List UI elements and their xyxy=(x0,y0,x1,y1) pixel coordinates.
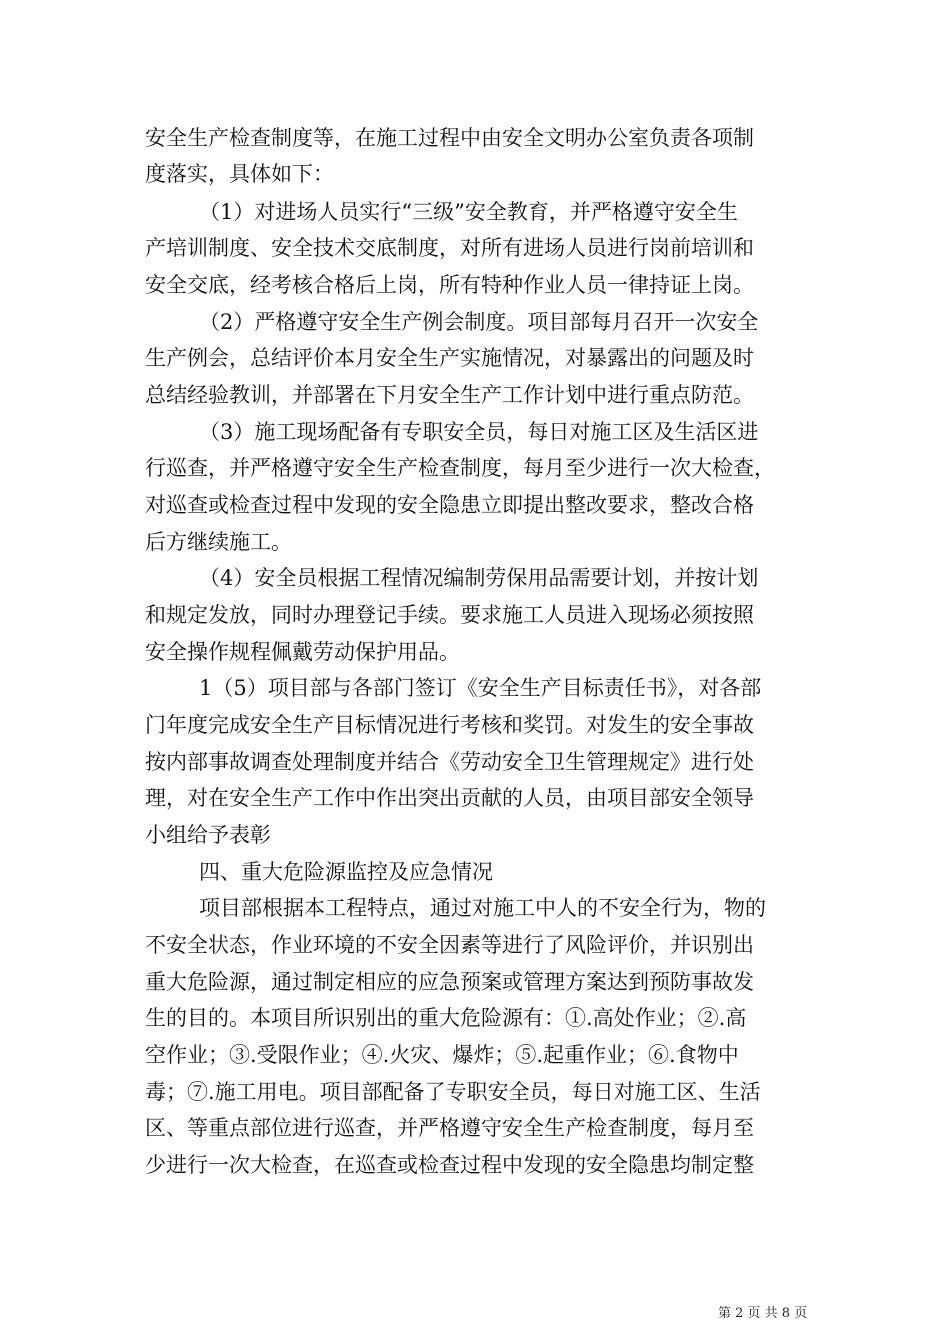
body-line: 门年度完成安全生产目标情况进行考核和奖罚。对发生的安全事故 xyxy=(145,713,754,737)
body-line: 安全生产检查制度等，在施工过程中由安全文明办公室负责各项制 xyxy=(145,126,754,150)
body-line: 重大危险源，通过制定相应的应急预案或管理方案达到预防事故发 xyxy=(145,970,754,994)
body-line: 1（5）项目部与各部门签订《安全生产目标责任书》，对各部 xyxy=(199,676,762,700)
body-line: 生产例会，总结评价本月安全生产实施情况，对暴露出的问题及时 xyxy=(145,346,754,370)
body-line: 度落实，具体如下： xyxy=(145,162,334,186)
body-line: 空作业；③.受限作业；④.火灾、爆炸；⑤.起重作业；⑥.食物中 xyxy=(145,1043,739,1067)
body-line: （2）严格遵守安全生产例会制度。项目部每月召开一次安全 xyxy=(199,310,759,334)
body-line: 总结经验教训，并部署在下月安全生产工作计划中进行重点防范。 xyxy=(145,383,754,407)
body-line: 安全操作规程佩戴劳动保护用品。 xyxy=(145,640,460,664)
body-line: 小组给予表彰 xyxy=(145,823,271,847)
body-line: 生的目的。本项目所识别出的重大危险源有：①.高处作业；②.高 xyxy=(145,1006,747,1030)
body-line: 理，对在安全生产工作中作出突出贡献的人员，由项目部安全领导 xyxy=(145,786,754,810)
body-line: （4）安全员根据工程情况编制劳保用品需要计划，并按计划 xyxy=(199,566,759,590)
body-line: （3）施工现场配备有专职安全员，每日对施工区及生活区进 xyxy=(199,420,759,444)
section-heading: 四、重大危险源监控及应急情况 xyxy=(199,860,493,884)
body-line: 少进行一次大检查，在巡查或检查过程中发现的安全隐患均制定整 xyxy=(145,1153,754,1177)
body-line: 对巡查或检查过程中发现的安全隐患立即提出整改要求，整改合格 xyxy=(145,493,754,517)
body-line: 区、等重点部位进行巡查，并严格遵守安全生产检查制度，每月至 xyxy=(145,1116,754,1140)
body-line: 行巡查，并严格遵守安全生产检查制度，每月至少进行一次大检查， xyxy=(145,456,775,480)
body-line: （1）对进场人员实行“三级”安全教育，并严格遵守安全生 xyxy=(199,200,738,224)
body-line: 产培训制度、安全技术交底制度，对所有进场人员进行岗前培训和 xyxy=(145,236,754,260)
body-line: 按内部事故调查处理制度并结合《劳动安全卫生管理规定》进行处 xyxy=(145,750,754,774)
body-line: 不安全状态，作业环境的不安全因素等进行了风险评价，并识别出 xyxy=(145,933,754,957)
body-line: 安全交底，经考核合格后上岗，所有特种作业人员一律持证上岗。 xyxy=(145,273,754,297)
body-line: 毒；⑦.施工用电。项目部配备了专职安全员，每日对施工区、生活 xyxy=(145,1080,761,1104)
body-line: 后方继续施工。 xyxy=(145,530,292,554)
page-number-footer: 第 2 页 共 8 页 xyxy=(718,1306,808,1321)
body-line: 项目部根据本工程特点，通过对施工中人的不安全行为，物的 xyxy=(199,896,766,920)
body-line: 和规定发放，同时办理登记手续。要求施工人员进入现场必须按照 xyxy=(145,603,754,627)
